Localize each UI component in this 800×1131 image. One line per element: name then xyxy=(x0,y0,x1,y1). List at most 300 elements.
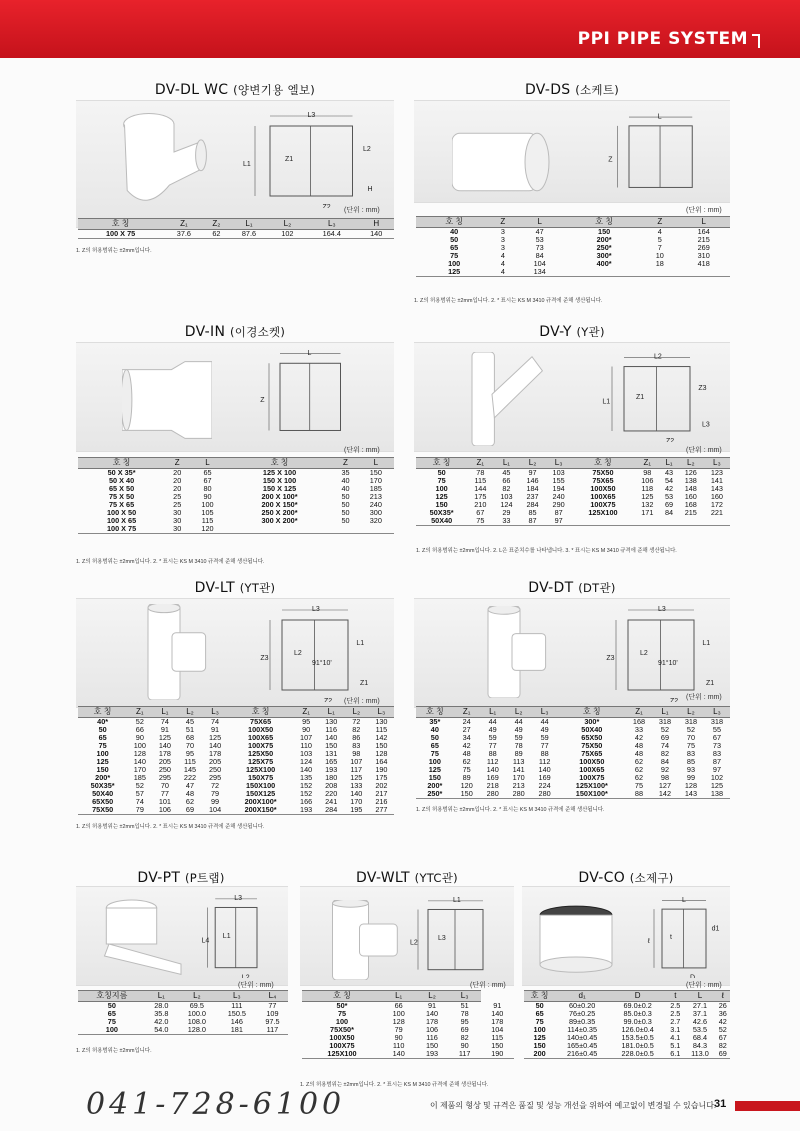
table-cell: 107 xyxy=(350,757,363,766)
table-cell: 84 xyxy=(664,508,674,517)
table-cell xyxy=(660,517,677,526)
table-cell: 69 xyxy=(664,500,674,509)
column-header: L xyxy=(189,458,225,469)
table-cell: 93 xyxy=(686,765,696,774)
dimension-label: 91°10' xyxy=(312,660,332,667)
pipe-body xyxy=(452,133,537,191)
table-cell: 100 X 75 xyxy=(78,525,165,534)
table-cell: 269 xyxy=(697,243,710,252)
table-cell: 128 xyxy=(392,1017,405,1026)
column-header: Z xyxy=(165,458,189,469)
table-cell: 120 xyxy=(460,781,473,790)
table-cell: 114±0.35 xyxy=(567,1025,598,1034)
table-cell xyxy=(678,517,704,526)
dimension-label: Z2 xyxy=(670,698,679,702)
table-cell: 100 xyxy=(78,1026,146,1035)
table-cell: 75 xyxy=(337,1009,347,1018)
column-header: 호칭지름 xyxy=(78,991,146,1002)
table-cell: 150 xyxy=(491,1041,504,1050)
table-cell: 100 xyxy=(133,741,146,750)
table-cell: 295 xyxy=(158,773,171,782)
product-illustration xyxy=(464,352,544,446)
table-cell: 75 xyxy=(107,1017,116,1026)
table-cell: 150 xyxy=(428,773,441,782)
table-cell: 75X50 xyxy=(592,468,614,477)
table-cell: 6.1 xyxy=(666,1050,684,1059)
table-row xyxy=(416,236,730,244)
diagram-drawing xyxy=(200,892,276,978)
table-cell: 103 xyxy=(500,492,513,501)
spec-table xyxy=(416,216,730,277)
dimension-label: L3 xyxy=(658,606,666,613)
spec-table xyxy=(416,457,730,526)
product-title xyxy=(76,580,394,596)
dimension-label: L1 xyxy=(243,161,251,168)
table-cell: 84 xyxy=(660,757,670,766)
table-cell: 47 xyxy=(535,227,544,236)
table-cell: 128.0 xyxy=(177,1026,217,1035)
table-cell: 7 xyxy=(657,243,662,252)
table-row xyxy=(78,525,394,534)
product-image xyxy=(100,896,190,976)
table-cell: 69 xyxy=(460,1025,469,1034)
dimension-diagram xyxy=(258,602,378,702)
table-cell: 54.0 xyxy=(146,1026,177,1035)
handwritten-phone: 041-728-6100 xyxy=(86,1087,346,1122)
table-cell: 69.0±0.2 xyxy=(623,1001,652,1010)
table-cell: 66 xyxy=(394,1001,403,1010)
table-cell: 25 xyxy=(173,492,182,501)
table-cell xyxy=(572,517,635,526)
table-cell: 73 xyxy=(712,741,722,750)
product-title xyxy=(76,324,394,340)
table-cell: 40 xyxy=(341,476,350,485)
table-cell: 108.0 xyxy=(187,1017,206,1026)
table-cell: 59 xyxy=(488,733,497,742)
dimension-label: L3 xyxy=(702,421,710,429)
product-image xyxy=(122,360,212,440)
diagram-outline xyxy=(624,367,690,431)
table-cell: 195 xyxy=(344,806,369,815)
table-cell: 115 xyxy=(474,476,487,485)
diagram-drawing xyxy=(240,108,390,208)
dimension-label: Z xyxy=(260,396,265,404)
table-cell: 178 xyxy=(425,1017,439,1026)
column-header: Z₁ xyxy=(127,707,152,718)
table-row xyxy=(416,509,730,517)
table-cell: 3 xyxy=(500,235,505,244)
table-cell: 45 xyxy=(502,468,511,477)
table-cell: 65 xyxy=(203,468,212,477)
column-header: L₃ xyxy=(532,707,558,718)
table-cell: 165±0.45 xyxy=(566,1041,598,1050)
table-cell: 75 X 65 xyxy=(108,500,135,509)
table-row xyxy=(416,485,730,493)
product-illustration xyxy=(122,360,212,440)
diagram-drawing xyxy=(258,602,378,702)
table-cell: 109 xyxy=(266,1009,279,1018)
table-cell: 123 xyxy=(710,468,723,477)
table-cell: 100 xyxy=(201,500,214,509)
table-header-row xyxy=(78,219,394,230)
table-cell: 170 xyxy=(369,476,382,485)
table-cell: 50 xyxy=(98,725,107,734)
column-header: L₄ xyxy=(257,991,288,1002)
table-cell: 277 xyxy=(369,806,394,815)
table-cell: 60±0.20 xyxy=(568,1001,596,1010)
column-header: 호 칭 xyxy=(78,458,165,469)
table-cell: 37.1 xyxy=(692,1009,708,1018)
table-cell: 100 X 65 xyxy=(106,516,137,525)
table-cell: 20 xyxy=(173,476,182,485)
table-cell: 67 xyxy=(203,476,212,485)
table-cell: 138 xyxy=(684,476,697,485)
table-cell: 89±0.35 xyxy=(568,1017,596,1026)
dimension-label: L xyxy=(682,897,686,905)
table-cell: 88 xyxy=(540,749,549,758)
table-cell: 75 xyxy=(467,517,493,526)
product-title xyxy=(76,870,286,886)
table-cell xyxy=(226,525,334,534)
column-header: L₃ xyxy=(704,458,730,469)
table-cell: 140 xyxy=(300,765,313,774)
column-header: Z xyxy=(642,217,677,228)
table-cell: 126.0±0.4 xyxy=(621,1025,654,1034)
table-cell: 152 xyxy=(300,789,313,798)
table-cell: 75X50 xyxy=(78,806,127,815)
table-cell: 52 xyxy=(135,781,144,790)
table-cell: 62 xyxy=(634,757,644,766)
table-cell: 241 xyxy=(325,797,338,806)
table-cell: 150 X 125 xyxy=(262,484,297,493)
dimension-label: Z3 xyxy=(698,384,707,392)
table-cell: 82 xyxy=(502,484,511,493)
table-cell: 49 xyxy=(488,725,497,734)
table-cell: 65 X 50 xyxy=(108,484,135,493)
table-cell: 72 xyxy=(352,717,361,726)
table-cell: 143 xyxy=(678,790,704,799)
table-cell: 100.0 xyxy=(187,1009,206,1018)
product-code: DV-DL WC xyxy=(154,82,229,98)
table-cell: 50 xyxy=(437,468,446,477)
table-cell: 30 xyxy=(173,508,182,517)
table-cell: 200 X 100* xyxy=(261,492,298,501)
table-cell: 100X75 xyxy=(590,500,616,509)
table-cell: 73 xyxy=(535,243,544,252)
table-cell: 44 xyxy=(540,717,549,726)
table-header-row xyxy=(78,991,288,1002)
table-cell: 100X65 xyxy=(248,733,274,742)
table-cell: 110 xyxy=(300,741,312,750)
table-cell: 50X40 xyxy=(581,725,603,734)
pipe-outlet xyxy=(196,140,207,171)
table-cell: 200 X 150* xyxy=(261,500,298,509)
table-row xyxy=(78,798,394,806)
table-cell: 35* xyxy=(429,717,441,726)
table-cell: 190 xyxy=(481,1050,514,1059)
table-cell: 150 xyxy=(435,500,448,509)
table-cell: 75 xyxy=(462,765,471,774)
column-header: 호 칭 xyxy=(416,458,467,469)
spec-table xyxy=(78,218,394,239)
table-cell: 128 xyxy=(684,781,698,790)
table-cell: 52 xyxy=(718,1025,727,1034)
diagram-drawing xyxy=(606,110,721,198)
table-cell: 52 xyxy=(686,725,696,734)
table-cell: 222 xyxy=(183,773,197,782)
table-cell: 90 xyxy=(460,1041,469,1050)
brand-title: PPI PIPE SYSTEM xyxy=(577,29,748,49)
table-cell: 115 xyxy=(491,1033,504,1042)
table-cell: 178 xyxy=(208,749,222,758)
table-cell: 193 xyxy=(294,806,319,815)
table-note: 1. Z의 허용범위는 ±2mm입니다. 2. * 표시는 KS M 3410 규격에 준해 생산됩니다. xyxy=(76,824,265,830)
table-cell: 87.6 xyxy=(228,230,269,239)
column-header: Z₁ xyxy=(467,458,493,469)
table-cell: 140±0.45 xyxy=(566,1033,598,1042)
table-cell: 185 xyxy=(133,773,146,782)
table-cell: 48 xyxy=(634,741,644,750)
table-cell: 213 xyxy=(369,492,382,501)
table-cell: 75 xyxy=(437,476,446,485)
dimension-diagram xyxy=(600,350,720,442)
unit-label: (단위 : mm) xyxy=(686,982,722,989)
table-cell: 152 xyxy=(300,781,313,790)
dimension-diagram xyxy=(240,108,390,208)
table-cell: 125 xyxy=(416,268,492,277)
table-cell: 135 xyxy=(300,773,313,782)
table-cell: 88 xyxy=(488,749,497,758)
table-cell: 133 xyxy=(350,781,363,790)
column-header: L₁ xyxy=(493,458,519,469)
table-cell: 75X50* xyxy=(330,1025,354,1034)
table-cell: 210 xyxy=(474,500,487,509)
table-cell: 75 xyxy=(98,741,107,750)
table-cell: 50 xyxy=(107,1001,116,1010)
diagram-drawing xyxy=(258,346,368,442)
table-cell: 240 xyxy=(552,492,565,501)
table-cell: 85 xyxy=(686,757,696,766)
table-cell: 98 xyxy=(660,773,670,782)
table-cell: 125 xyxy=(435,492,448,501)
table-cell: 140 xyxy=(133,757,146,766)
table-cell: 216±0.45 xyxy=(555,1050,609,1059)
table-cell: 106 xyxy=(425,1025,439,1034)
table-cell: 59 xyxy=(540,733,549,742)
product-kind: (P트랩) xyxy=(184,871,225,885)
table-cell: 69 xyxy=(177,806,202,815)
dimension-label: Z1 xyxy=(360,680,369,687)
table-cell: 150.5 xyxy=(227,1009,246,1018)
table-cell: 100X50 xyxy=(248,725,274,734)
product-title xyxy=(414,580,730,596)
table-cell: 140 xyxy=(358,230,394,239)
table-cell: 82 xyxy=(718,1041,727,1050)
pipe-branch xyxy=(512,634,546,671)
column-header: L₂ xyxy=(506,707,532,718)
spec-table xyxy=(78,990,288,1035)
table-cell: 125 xyxy=(96,757,109,766)
pipe-branch xyxy=(172,633,206,671)
table-cell: 85 xyxy=(528,508,537,517)
dimension-label: L xyxy=(657,113,662,121)
page-number: 31 xyxy=(714,1098,727,1110)
table-cell: 5.1 xyxy=(670,1041,681,1050)
dimension-label: L2 xyxy=(241,974,250,978)
spec-table xyxy=(524,990,730,1059)
table-cell: 57 xyxy=(135,789,144,798)
table-cell: 115 xyxy=(375,725,388,734)
table-cell: 49 xyxy=(540,725,549,734)
pipe-branch xyxy=(492,357,542,418)
column-header: Z₁ xyxy=(163,219,204,230)
table-cell: 184 xyxy=(526,484,539,493)
table-cell: 91 xyxy=(211,725,220,734)
table-cell: 70 xyxy=(686,733,696,742)
table-cell: 51 xyxy=(185,725,195,734)
table-cell: 150 xyxy=(533,1041,546,1050)
table-cell: 75X65 xyxy=(592,476,614,485)
table-cell: 42 xyxy=(634,733,644,742)
table-cell: 20 xyxy=(173,468,182,477)
table-cell: 91 xyxy=(427,1001,437,1010)
column-header: 호 칭 xyxy=(416,707,454,718)
table-cell: 72 xyxy=(211,781,220,790)
table-cell: 300 X 200* xyxy=(261,516,298,525)
table-cell: 128 xyxy=(133,749,146,758)
column-header: L₁ xyxy=(319,707,344,718)
table-cell: 218 xyxy=(486,781,499,790)
column-header: 호 칭 xyxy=(228,707,294,718)
diagram-drawing xyxy=(604,602,724,702)
column-header: 호 칭 xyxy=(302,991,382,1002)
product-code: DV-CO xyxy=(578,870,626,886)
pipe-mouth xyxy=(488,606,520,614)
diagram-outline xyxy=(629,126,692,188)
column-header: L₃ xyxy=(546,458,572,469)
table-cell: 200X150* xyxy=(228,806,294,815)
column-header: 호 칭 xyxy=(78,219,163,230)
table-cell: 65 xyxy=(107,1009,116,1018)
table-header-row xyxy=(416,707,730,718)
table-cell: 92 xyxy=(660,765,670,774)
table-cell: 65 xyxy=(98,733,107,742)
table-cell: 126 xyxy=(684,468,697,477)
column-header: L₂ xyxy=(177,707,202,718)
product-title xyxy=(522,870,730,886)
table-cell: 125 xyxy=(208,733,222,742)
table-cell: 169 xyxy=(486,773,499,782)
product-image xyxy=(536,900,616,976)
table-cell: 194 xyxy=(552,484,565,493)
table-cell: 25 xyxy=(173,500,182,509)
table-cell: 34 xyxy=(462,733,471,742)
table-cell: 37.6 xyxy=(163,230,204,239)
table-cell: 280 xyxy=(506,790,532,799)
table-cell: 86 xyxy=(352,733,361,742)
column-header: L₁ xyxy=(660,458,677,469)
table-cell: 53 xyxy=(535,235,544,244)
table-cell: 91 xyxy=(493,1000,502,1010)
table-cell: 42 xyxy=(462,741,471,750)
table-cell: 40 xyxy=(450,227,459,236)
diagram-drawing xyxy=(646,894,726,978)
table-cell: 228.0±0.5 xyxy=(609,1050,666,1059)
table-cell: 124 xyxy=(500,500,513,509)
table-cell: 107 xyxy=(300,733,313,742)
column-header: Z xyxy=(333,458,357,469)
table-cell: 102 xyxy=(270,230,306,239)
table-cell: 97.5 xyxy=(265,1017,280,1026)
header-banner xyxy=(0,0,800,58)
table-cell xyxy=(566,268,642,277)
table-cell: 125X100 xyxy=(588,508,618,517)
cleanout-base xyxy=(540,957,612,972)
table-cell: 28.0 xyxy=(154,1001,169,1010)
table-cell: 26 xyxy=(718,1001,727,1010)
product-image xyxy=(310,900,400,980)
column-header: L₁ xyxy=(480,707,506,718)
table-cell: 48 xyxy=(634,749,644,758)
table-cell: 77 xyxy=(488,741,497,750)
table-cell: 77 xyxy=(268,1001,277,1010)
table-cell: 150 X 100 xyxy=(262,476,297,485)
column-header: L₁ xyxy=(382,991,415,1002)
dimension-label: L2 xyxy=(654,353,662,361)
product-kind: (소제구) xyxy=(629,871,674,885)
table-cell: 216 xyxy=(375,797,388,806)
table-cell: 78 xyxy=(460,1009,469,1018)
dimension-label: L3 xyxy=(312,606,320,613)
table-cell: 42 xyxy=(718,1017,727,1026)
column-header: L₃ xyxy=(704,707,730,718)
table-cell: 65 xyxy=(535,1009,544,1018)
diagram-outline xyxy=(270,126,353,196)
diagram-drawing xyxy=(408,894,508,980)
table-cell: 200 xyxy=(524,1050,555,1059)
dimension-label: L1 xyxy=(356,640,365,647)
product-kind: (이경소켓) xyxy=(230,325,286,339)
table-cell: 208 xyxy=(325,781,338,790)
table-cell: 250* xyxy=(416,790,454,799)
table-cell: 170 xyxy=(512,773,525,782)
dimension-label: Z3 xyxy=(606,655,615,662)
table-cell: 175 xyxy=(474,492,487,501)
table-cell: 125 xyxy=(710,781,724,790)
table-cell: 175 xyxy=(375,773,388,782)
table-row xyxy=(416,517,730,526)
table-cell: 100X50 xyxy=(579,757,605,766)
table-cell: 110 xyxy=(392,1041,405,1050)
table-cell: 87 xyxy=(554,508,563,517)
table-cell: 87 xyxy=(519,517,545,526)
dimension-label: L4 xyxy=(201,937,210,945)
table-cell: 53.5 xyxy=(692,1025,708,1034)
table-cell: 5 xyxy=(657,235,662,244)
table-cell: 45 xyxy=(185,717,195,726)
table-cell: 112 xyxy=(486,757,499,766)
table-cell: 89 xyxy=(514,749,523,758)
table-cell: 83 xyxy=(712,749,722,758)
table-cell: 79 xyxy=(211,789,220,798)
table-cell: 51 xyxy=(460,1001,469,1010)
product-image xyxy=(452,126,552,198)
dimension-label: L2 xyxy=(363,146,371,153)
table-cell: 75 xyxy=(535,1017,544,1026)
product-illustration xyxy=(468,606,548,698)
dimension-label: Z xyxy=(608,156,613,164)
product-illustration xyxy=(310,900,400,980)
